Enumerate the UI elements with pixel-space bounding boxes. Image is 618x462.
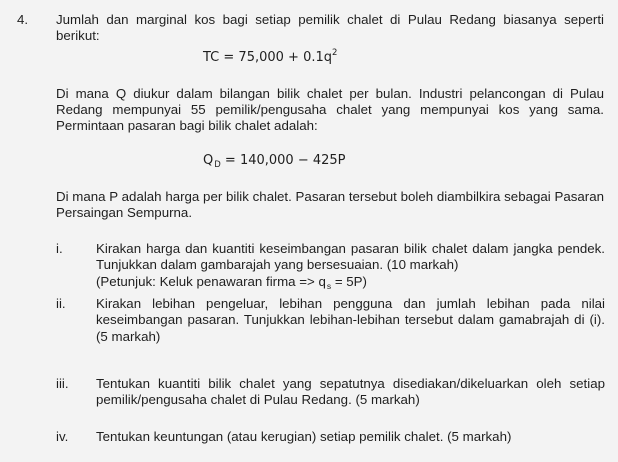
cost-function-lhs: TC — [203, 50, 220, 65]
question-paragraph-1: Di mana Q diukur dalam bilangan bilik chalet per bulan. Industri pelancongan di Pulau Redang mempunyai 55 pemilik/pengusaha chalet yang mempunyai kos yang sama. Permintaan pasaran bagi bilik chalet adalah: — [56, 86, 604, 134]
question-number: 4. — [17, 12, 29, 27]
part-iv-text: Tentukan keuntungan (atau kerugian) setiap pemilik chalet. (5 markah) — [96, 429, 512, 444]
part-ii-text: Kirakan lebihan pengeluar, lebihan pengguna dan jumlah lebihan pada nilai keseimbangan pasaran. Tunjukkan lebihan-lebihan tersebut dalam gamabrajah di (i). (5 markah) — [96, 296, 605, 344]
question-intro: Jumlah dan marginal kos bagi setiap pemilik chalet di Pulau Redang biasanya seperti berikut: — [56, 12, 604, 44]
part-label-i: i. — [56, 241, 63, 256]
part-iii-text: Tentukan kuantiti bilik chalet yang sepatutnya disediakan/dikeluarkan oleh setiap pemilik/pengusaha chalet di Pulau Redang. (5 markah) — [96, 376, 605, 408]
demand-function-rhs: = 140,000 − 425P — [224, 153, 346, 168]
demand-function — [203, 153, 346, 168]
part-i-hint: (Petunjuk: Keluk penawaran firma => $q_s = 5P$) — [96, 273, 367, 291]
demand-function-lhs: $Q_D$ — [203, 153, 221, 170]
question-paragraph-2: Di mana P adalah harga per bilik chalet. Pasaran tersebut boleh diambilkira sebagai Pasaran Persaingan Sempurna. — [56, 189, 604, 221]
part-label-ii: ii. — [56, 296, 66, 311]
part-i-text: Kirakan harga dan kuantiti keseimbangan pasaran bilik chalet dalam jangka pendek. Tunjukkan dalam gambarajah yang bersesuaian. (10 markah) — [96, 241, 605, 273]
cost-function — [203, 50, 337, 65]
part-label-iii: iii. — [56, 376, 69, 391]
part-i — [96, 241, 605, 291]
demand-function-subscript: D — [214, 160, 221, 170]
hint-subscript: s — [326, 280, 332, 291]
cost-function-exponent: 2 — [332, 48, 338, 58]
cost-function-rhs: = 75,000 + 0.1q — [223, 50, 333, 65]
part-label-iv: iv. — [56, 429, 69, 444]
